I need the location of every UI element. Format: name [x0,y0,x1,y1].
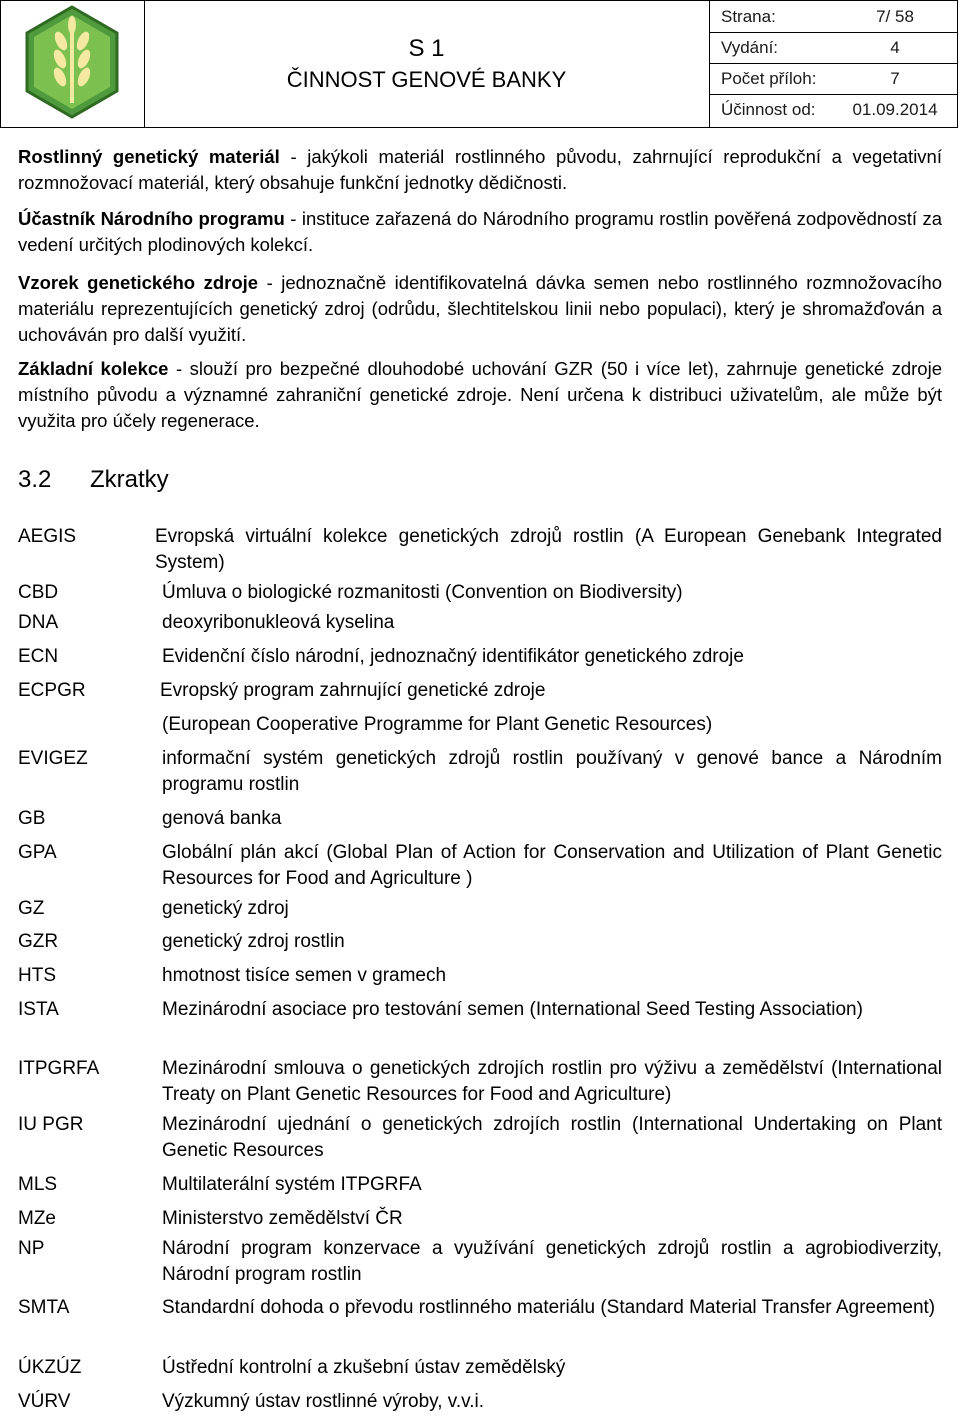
abbr-term: EVIGEZ [18,748,88,769]
meta-value: 7/ 58 [876,7,914,26]
section-number: 3.2 [18,466,52,493]
abbr-description: hmotnost tisíce semen v gramech [162,965,447,986]
meta-label: Počet příloh: [721,69,817,88]
definition-paragraph [18,206,942,258]
abbr-description: Úmluva o biologické rozmanitosti (Convention on Biodiversity) [162,582,683,603]
abbr-term: DNA [18,612,59,633]
abbr-term: GZR [18,931,59,952]
abbr-term: ECPGR [18,680,86,701]
meta-value: 01.09.2014 [852,100,938,119]
genebank-logo-icon [1,1,144,127]
definition-text: - slouží pro bezpečné dlouhodobé uchování GZR (50 i více let), zahrnuje genetické zdroje místního původu a významné zahraniční genetické zdroje. Není určena k distribuci uživatelům, ale může být využita pro účely regenerace. [18,358,942,431]
section-title: Zkratky [90,466,169,493]
abbr-description: Mezinárodní ujednání o genetických zdrojích rostlin (International Undertaking on Plant Genetic Resources [162,1114,942,1161]
abbr-description: Národní program konzervace a využívání genetických zdrojů rostlin a agrobiodiverzity, Národní program rostlin [162,1238,942,1285]
abbr-description: Evropský program zahrnující genetické zdroje [160,680,546,701]
definition-text: - instituce zařazená do Národního programu rostlin pověřená zodpovědností za vedení určitých plodinových kolekcí. [18,208,942,255]
abbr-description: genetický zdroj rostlin [162,931,345,952]
abbr-description: Ministerstvo zemědělství ČR [162,1208,403,1229]
abbr-description: informační systém genetických zdrojů rostlin používaný v genové bance a Národním programu rostlin [162,748,942,795]
abbr-term: MLS [18,1174,58,1195]
document-code: S 1 [408,35,445,62]
meta-value: 7 [890,69,900,88]
definition-term: Základní kolekce [18,358,169,379]
section-heading [18,466,169,494]
abbr-term: GPA [18,842,57,863]
abbr-description: deoxyribonukleová kyselina [162,612,395,633]
abbr-description: Výzkumný ústav rostlinné výroby, v.v.i. [162,1391,485,1412]
abbr-description: Evropská virtuální kolekce genetických zdrojů rostlin (A European Genebank Integrated System) [155,526,942,573]
document-header [0,0,958,128]
definition-text: - jakýkoli materiál rostlinného původu, zahrnující reprodukční a vegetativní rozmnožovací materiál, který obsahuje funkční jednotky dědičnosti. [18,146,942,193]
definition-paragraph [18,270,942,348]
abbr-term: AEGIS [18,526,77,547]
definition-paragraph [18,144,942,196]
abbr-term: MZe [18,1208,56,1229]
definition-paragraph [18,356,942,434]
abbr-term: ECN [18,646,59,667]
meta-label: Strana: [721,7,776,26]
abbr-description: Ústřední kontrolní a zkušební ústav zemědělský [162,1357,566,1378]
meta-issue [709,32,957,64]
abbr-term: VÚRV [18,1391,71,1412]
abbr-term: CBD [18,582,59,603]
definition-term: Účastník Národního programu [18,208,285,229]
abbr-description: Globální plán akcí (Global Plan of Action for Conservation and Utilization of Plant Genetic Resources for Food and Agriculture ) [162,842,942,889]
definition-term: Vzorek genetického zdroje [18,272,259,293]
abbr-term: ISTA [18,999,59,1020]
abbr-term: IU PGR [18,1114,84,1135]
abbr-term: GZ [18,898,45,919]
meta-label: Vydání: [721,38,779,57]
meta-label: Účinnost od: [721,100,816,119]
abbr-term: ÚKZÚZ [18,1357,82,1378]
abbr-description: Mezinárodní asociace pro testování semen (International Seed Testing Association) [162,999,863,1020]
abbr-term: GB [18,808,46,829]
definition-term: Rostlinný genetický materiál [18,146,280,167]
abbr-description: genetický zdroj [162,898,289,919]
document-meta [709,1,957,127]
abbr-description: Multilaterální systém ITPGRFA [162,1174,422,1195]
meta-effective [709,94,957,125]
abbr-description-line2: (European Cooperative Programme for Plant Genetic Resources) [162,714,713,735]
abbr-description: Standardní dohoda o převodu rostlinného materiálu (Standard Material Transfer Agreement) [162,1297,936,1318]
abbr-term: NP [18,1238,45,1259]
meta-page [709,1,957,33]
abbr-term: HTS [18,965,56,986]
abbr-term: ITPGRFA [18,1058,100,1079]
definition-text: - jednoznačně identifikovatelná dávka semen nebo rostlinného rozmnožovacího materiálu reprezentujících genetický zdroj (odrůdu, šlechtitelskou linii nebo populaci), který je shromažďován a uchováván pro další využití. [18,272,942,345]
document-title: ČINNOST GENOVÉ BANKY [286,67,567,92]
title-cell [144,1,710,127]
meta-value: 4 [890,38,900,57]
meta-attachments [709,63,957,95]
logo-cell [1,1,145,127]
abbr-description: Mezinárodní smlouva o genetických zdrojích rostlin pro výživu a zemědělství (International Treaty on Plant Genetic Resources for Food and Agriculture) [162,1058,942,1105]
abbr-description: genová banka [162,808,282,829]
abbr-term: SMTA [18,1297,70,1318]
abbr-description: Evidenční číslo národní, jednoznačný identifikátor genetického zdroje [162,646,744,667]
